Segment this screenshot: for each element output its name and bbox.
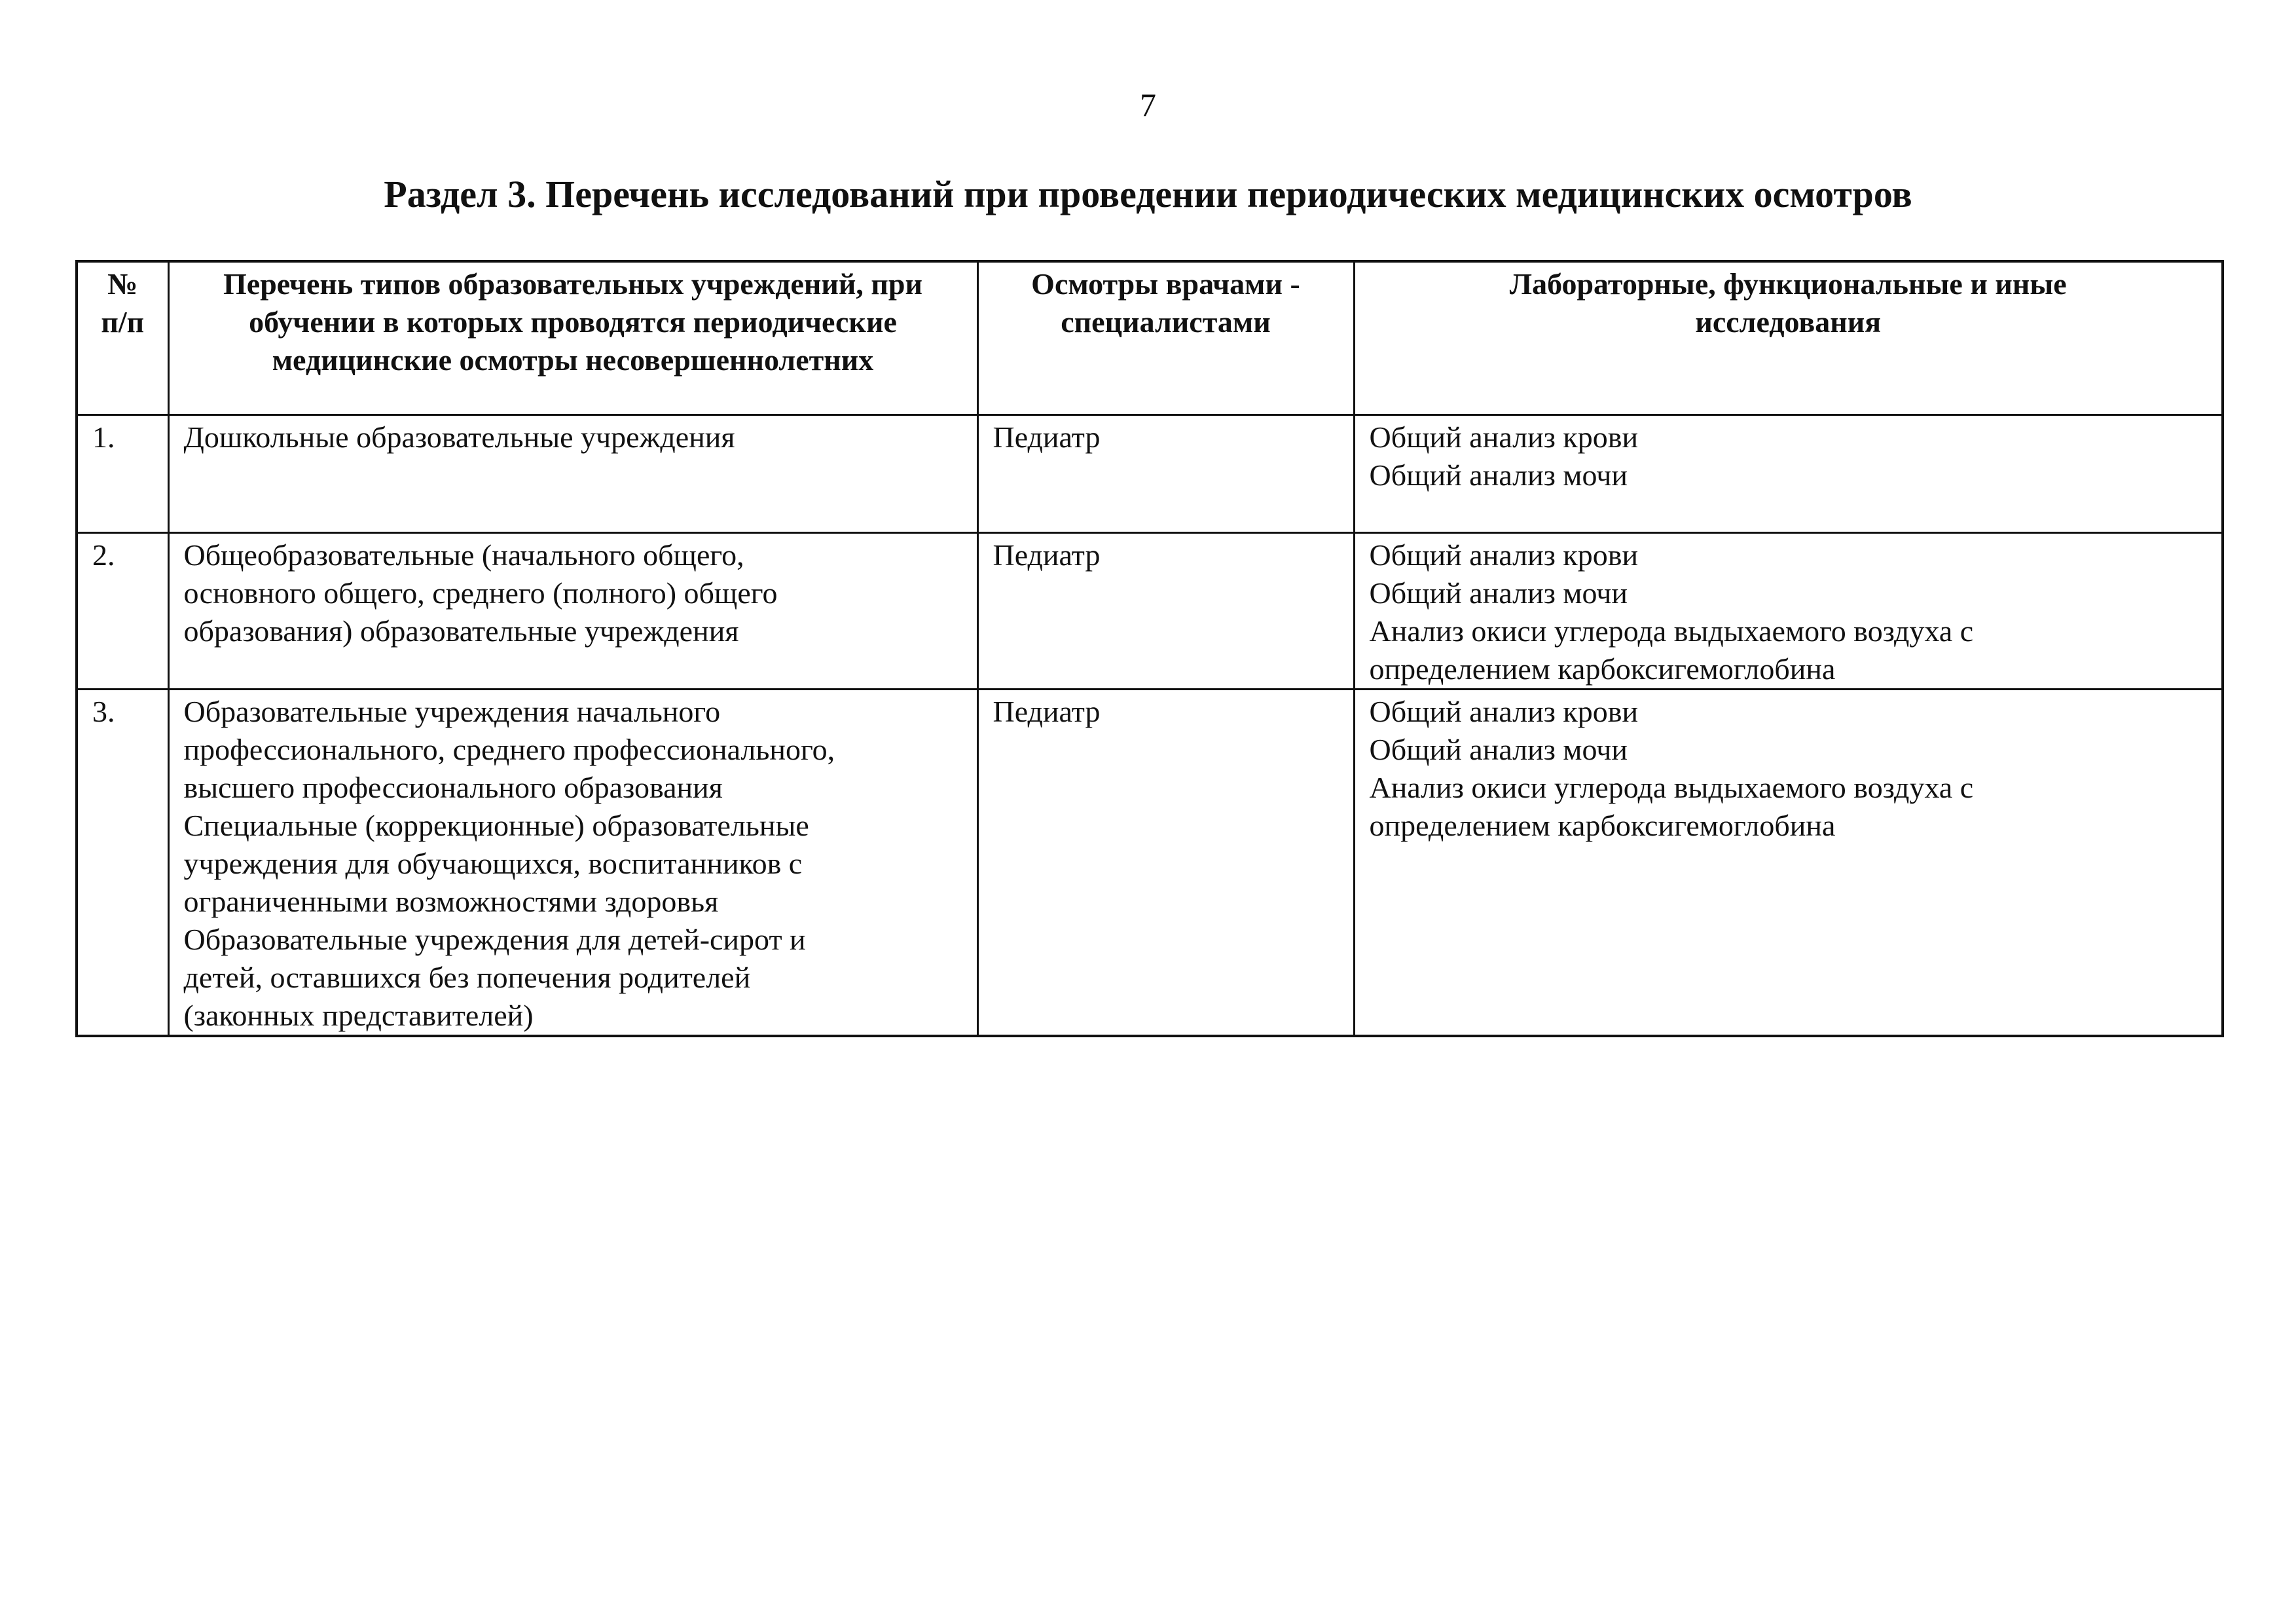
- tests-cell: Общий анализ крови Общий анализ мочи: [1354, 415, 2223, 532]
- medical-exams-table: [75, 260, 2224, 1037]
- header-number: № п/п: [77, 261, 168, 415]
- table-header-row: [77, 261, 2223, 415]
- tests-cell: Общий анализ крови Общий анализ мочи Анализ окиси углерода выдыхаемого воздуха с определением карбоксигемоглобина: [1354, 532, 2223, 689]
- institution-types-cell: Общеобразовательные (начального общего, основного общего, среднего (полного) общего образования) образовательные учреждения: [168, 532, 977, 689]
- row-number: 1.: [77, 415, 168, 532]
- specialist-cell: Педиатр: [977, 415, 1354, 532]
- table-row: [77, 532, 2223, 689]
- table-row: [77, 415, 2223, 532]
- specialist-cell: Педиатр: [977, 532, 1354, 689]
- row-number: 3.: [77, 689, 168, 1036]
- specialist-cell: Педиатр: [977, 689, 1354, 1036]
- tests-cell: Общий анализ крови Общий анализ мочи Анализ окиси углерода выдыхаемого воздуха с определением карбоксигемоглобина: [1354, 689, 2223, 1036]
- page-number: 7: [1140, 86, 1156, 123]
- institution-types-cell: Образовательные учреждения начального профессионального, среднего профессионального, высшего профессионального образования Специальные (коррекционные) образовательные учреждения для обучающихся, воспитанников с ограниченными возможностями здоровья Образовательные учреждения для детей-сирот и детей, оставшихся без попечения родителей (законных представителей): [168, 689, 977, 1036]
- institution-types-cell: Дошкольные образовательные учреждения: [168, 415, 977, 532]
- header-institution-types: Перечень типов образовательных учреждений, при обучении в которых проводятся периодические медицинские осмотры несовершеннолетних: [168, 261, 977, 415]
- header-specialists: Осмотры врачами - специалистами: [977, 261, 1354, 415]
- header-tests: Лабораторные, функциональные и иные исследования: [1354, 261, 2223, 415]
- row-number: 2.: [77, 532, 168, 689]
- table-row: [77, 689, 2223, 1036]
- section-title: Раздел 3. Перечень исследований при проведении периодических медицинских осмотров: [384, 173, 1912, 215]
